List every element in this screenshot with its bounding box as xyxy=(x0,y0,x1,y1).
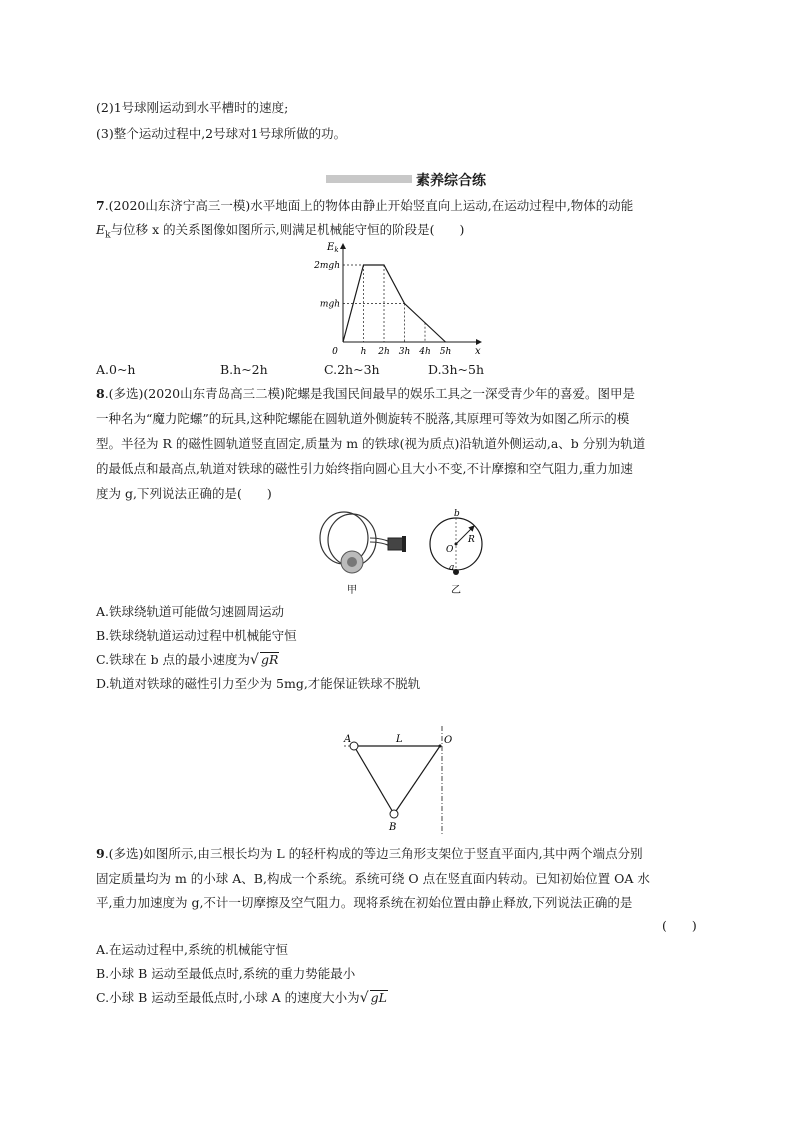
label-o: O xyxy=(446,545,454,555)
q7-x-tick-label: 5h xyxy=(439,347,452,357)
label-L: L xyxy=(396,734,403,745)
q7-option-b[interactable]: B.h~2h xyxy=(220,362,268,377)
rod-ob xyxy=(394,746,440,814)
ball-b xyxy=(390,810,398,818)
q9-number: 9 xyxy=(96,846,105,861)
q9-text-1: .(多选)如图所示,由三根长均为 L 的轻杆构成的等边三角形支架位于竖直平面内,其中两个端点分别 xyxy=(104,846,643,861)
q8-option-b[interactable]: B.铁球绕轨道运动过程中机械能守恒 xyxy=(96,628,297,643)
label-A: A xyxy=(344,734,352,745)
q9-line-2: 固定质量均为 m 的小球 A、B,构成一个系统。系统可绕 O 点在竖直面内转动。已知初始位置 OA 水 xyxy=(96,871,650,886)
label-B: B xyxy=(389,822,397,833)
q8-option-d[interactable]: D.轨道对铁球的磁性引力至少为 5mg,才能保证铁球不脱轨 xyxy=(96,676,421,691)
q8-line-2: 一种名为“魔力陀螺”的玩具,这种陀螺能在圆轨道外侧旋转不脱落,其原理可等效为如图乙所示的模 xyxy=(96,411,630,426)
q9-option-c[interactable]: C.小球 B 运动至最低点时,小球 A 的速度大小为√ gL xyxy=(96,990,387,1006)
label-O: O xyxy=(444,735,453,746)
q7-number: 7 xyxy=(96,198,105,213)
q9-line-1 xyxy=(96,844,643,864)
q7-x-tick-label: 0 xyxy=(332,347,338,357)
q7-x-tick-label: 3h xyxy=(398,347,411,357)
handle-grip xyxy=(388,538,404,550)
q7-x-tick-label: 4h xyxy=(419,347,431,357)
q8-option-c[interactable]: C.铁球在 b 点的最小速度为√ gR xyxy=(96,652,279,668)
q7-y-axis-label: $E_k$ xyxy=(327,242,339,254)
q7-ek-x-chart xyxy=(305,238,495,358)
pivot-o xyxy=(439,745,442,748)
label-r: R xyxy=(468,535,475,545)
q9-answer-paren[interactable]: ( ) xyxy=(662,918,697,933)
q8-option-c-sqrt: gR xyxy=(260,652,279,667)
label-a: a xyxy=(449,563,455,573)
q7-x-tick-label: 2h xyxy=(378,347,390,357)
q8-number: 8 xyxy=(96,386,105,401)
q7-text-1: .(2020山东济宁高三一模)水平地面上的物体由静止开始竖直向上运动,在运动过程中,物体的动能 xyxy=(104,198,634,213)
handle-wire xyxy=(370,538,390,542)
section-bar xyxy=(326,175,412,183)
q7-option-c[interactable]: C.2h~3h xyxy=(324,362,380,377)
q9-option-c-text: C.小球 B 运动至最低点时,小球 A 的速度大小为 xyxy=(96,990,360,1005)
q7-line-1 xyxy=(96,196,633,216)
q7-x-axis-label: x xyxy=(475,346,481,357)
q7-ek-label: E xyxy=(96,222,106,237)
q7-y-tick-label: 2mgh xyxy=(314,261,340,271)
q8-option-c-text: C.铁球在 b 点的最小速度为 xyxy=(96,652,251,667)
q7-text-2: 与位移 x 的关系图像如图所示,则满足机械能守恒的阶段是( ) xyxy=(110,222,465,237)
q8-figure-yi xyxy=(424,508,494,600)
question-6-part-2: (2)1号球刚运动到水平槽时的速度; xyxy=(96,100,289,115)
q9-triangle-figure xyxy=(336,726,466,836)
q7-ek-sub: k xyxy=(105,230,111,241)
q8-line-1 xyxy=(96,384,635,404)
q7-x-tick-label: h xyxy=(360,347,367,357)
q8-line-4: 的最低点和最高点,轨道对铁球的磁性引力始终指向圆心且大小不变,不计摩擦和空气阻力,重力加速 xyxy=(96,461,633,476)
section-title: 素养综合练 xyxy=(416,173,486,189)
q8-option-a[interactable]: A.铁球绕轨道可能做匀速圆周运动 xyxy=(96,604,285,619)
q8-line-5: 度为 g,下列说法正确的是( ) xyxy=(96,486,272,501)
q9-option-c-sqrt: gL xyxy=(370,990,387,1005)
q9-option-a[interactable]: A.在运动过程中,系统的机械能守恒 xyxy=(96,942,288,957)
q8-figure-yi-label: 乙 xyxy=(451,585,461,596)
q7-option-d[interactable]: D.3h~5h xyxy=(428,362,485,377)
rod-ab xyxy=(354,746,394,814)
q8-text-1: .(多选)(2020山东青岛高三二模)陀螺是我国民间最早的娱乐工具之一深受青少年的喜爱。图甲是 xyxy=(104,386,635,401)
q8-figure-jia xyxy=(308,508,418,600)
q7-ek-curve xyxy=(343,265,446,342)
q8-line-3: 型。半径为 R 的磁性圆轨道竖直固定,质量为 m 的铁球(视为质点)沿轨道外侧运动,a、b 分别为轨道 xyxy=(96,436,646,451)
q8-figure-jia-label: 甲 xyxy=(347,585,357,596)
spinning-top-center xyxy=(347,557,357,567)
q9-line-3: 平,重力加速度为 g,不计一切摩擦及空气阻力。现将系统在初始位置由静止释放,下列说法正确的是 xyxy=(96,895,633,910)
q9-option-b[interactable]: B.小球 B 运动至最低点时,系统的重力势能最小 xyxy=(96,966,356,981)
question-6-part-3: (3)整个运动过程中,2号球对1号球所做的功。 xyxy=(96,126,347,141)
q7-y-tick-label: mgh xyxy=(319,299,340,310)
label-b: b xyxy=(454,509,460,519)
q7-option-a[interactable]: A.0~h xyxy=(96,362,136,377)
